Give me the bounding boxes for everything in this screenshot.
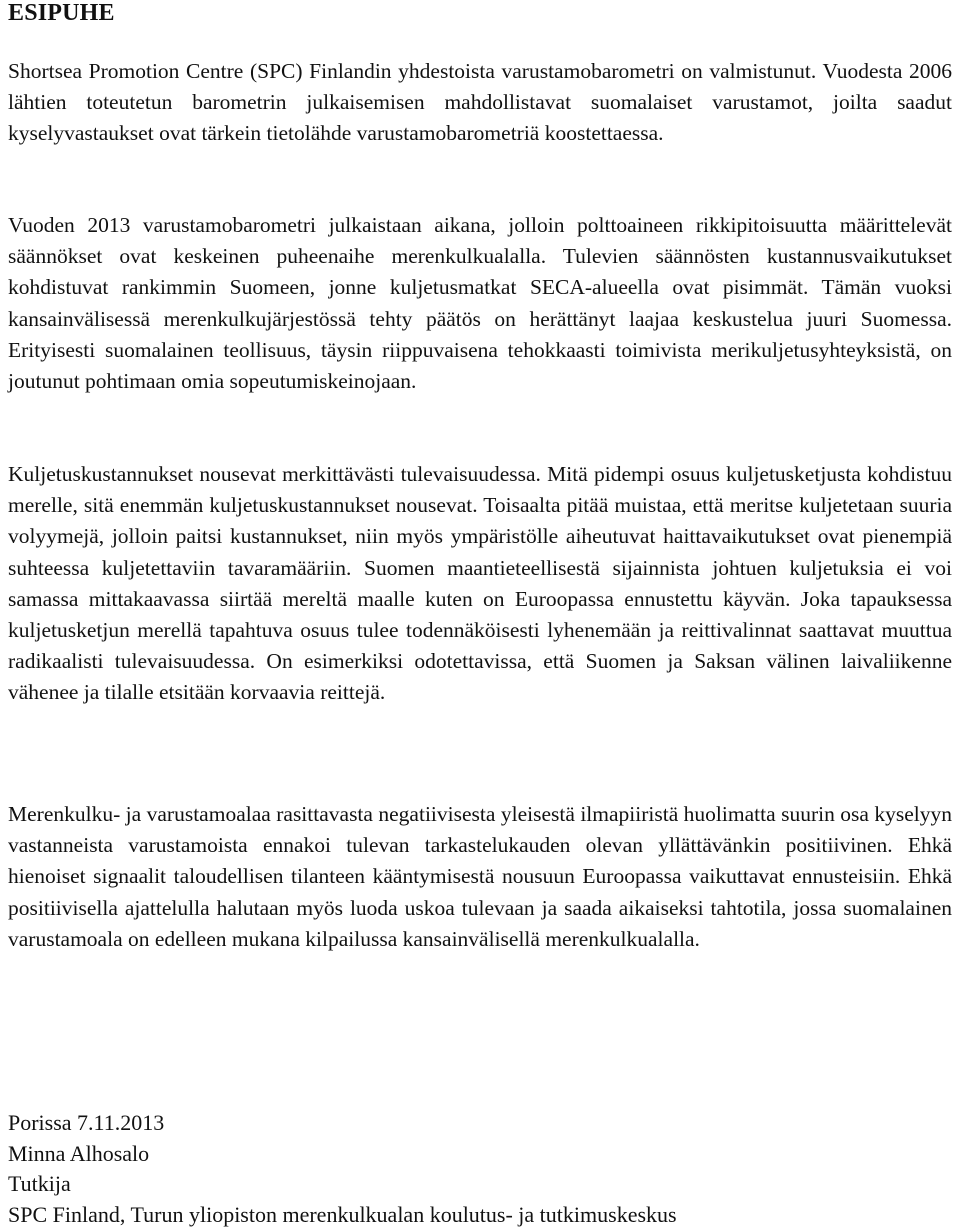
signature-place-date: Porissa 7.11.2013 [8, 1110, 165, 1135]
document-page [8, 0, 952, 1227]
signature-role: Tutkija [8, 1171, 71, 1196]
paragraph-outlook: Merenkulku- ja varustamoalaa rasittavasta negatiivisesta yleisestä ilmapiiristä huolimatta suurin osa kyselyyn vastanneista varustamoista ennakoi tulevan tarkastelukauden olevan yllättävänkin positiivinen. Ehkä hienoiset signaalit taloudellisen tilanteen kääntymisestä nousuun Euroopassa vaikuttavat ennusteisiin. Ehkä positiivisella ajattelulla halutaan myös luoda uskoa tulevaan ja saada aikaiseksi tahtotila, jossa suomalainen varustamoala on edelleen mukana kilpailussa kansainvälisellä merenkulkualalla. [8, 802, 952, 951]
paragraph-sulphur-regulations: Vuoden 2013 varustamobarometri julkaistaan aikana, jolloin polttoaineen rikkipitoisuutta määrittelevät säännökset ovat keskeinen puheenaihe merenkulkualalla. Tulevien säännösten kustannusvaikutukset kohdistuvat rankimmin Suomeen, jonne kuljetusmatkat SECA-alueella ovat pisimmät. Tämän vuoksi kansainvälisessä merenkulkujärjestössä tehty päätös on herättänyt laajaa keskustelua juuri Suomessa. Erityisesti suomalainen teollisuus, täysin riippuvaisena tehokkaasti toimivista merikuljetusyhteyksistä, on joutunut pohtimaan omia sopeutumiskeinojaan. [8, 213, 952, 394]
page-title: ESIPUHE [8, 0, 115, 26]
paragraph-transport-costs: Kuljetuskustannukset nousevat merkittävästi tulevaisuudessa. Mitä pidempi osuus kuljetusketjusta kohdistuu merelle, sitä enemmän kuljetuskustannukset nousevat. Toisaalta pitää muistaa, että meritse kuljetetaan suuria volyymejä, jolloin paitsi kustannukset, niin myös ympäristölle aiheutuvat haittavaikutukset ovat pienempiä suhteessa kuljetettaviin tavaramääriin. Suomen maantieteellisestä sijainnista johtuen kuljetuksia ei voi samassa mittakaavassa siirtää mereltä maalle kuten on Euroopassa ennustettu käyvän. Joka tapauksessa kuljetusketjun merellä tapahtuva osuus tulee todennäköisesti lyhenemään ja reittivalinnat saattavat muuttua radikaalisti tulevaisuudessa. On esimerkiksi odotettavissa, että Suomen ja Saksan välinen laivaliikenne vähenee ja tilalle etsitään korvaavia reittejä. [8, 462, 952, 705]
signature-name: Minna Alhosalo [8, 1140, 150, 1166]
paragraph-intro: Shortsea Promotion Centre (SPC) Finlandin yhdestoista varustamobarometri on valmistunut. Vuodesta 2006 lähtien toteutetun barometrin julkaisemisen mahdollistavat suomalaiset varustamot, joilta saadut kyselyvastaukset ovat tärkein tietolähde varustamobarometriä koostettaessa. [8, 59, 952, 146]
signature-block [8, 1108, 948, 1230]
signature-organization: SPC Finland, Turun yliopiston merenkulkualan koulutus- ja tutkimuskeskus [8, 1201, 677, 1227]
